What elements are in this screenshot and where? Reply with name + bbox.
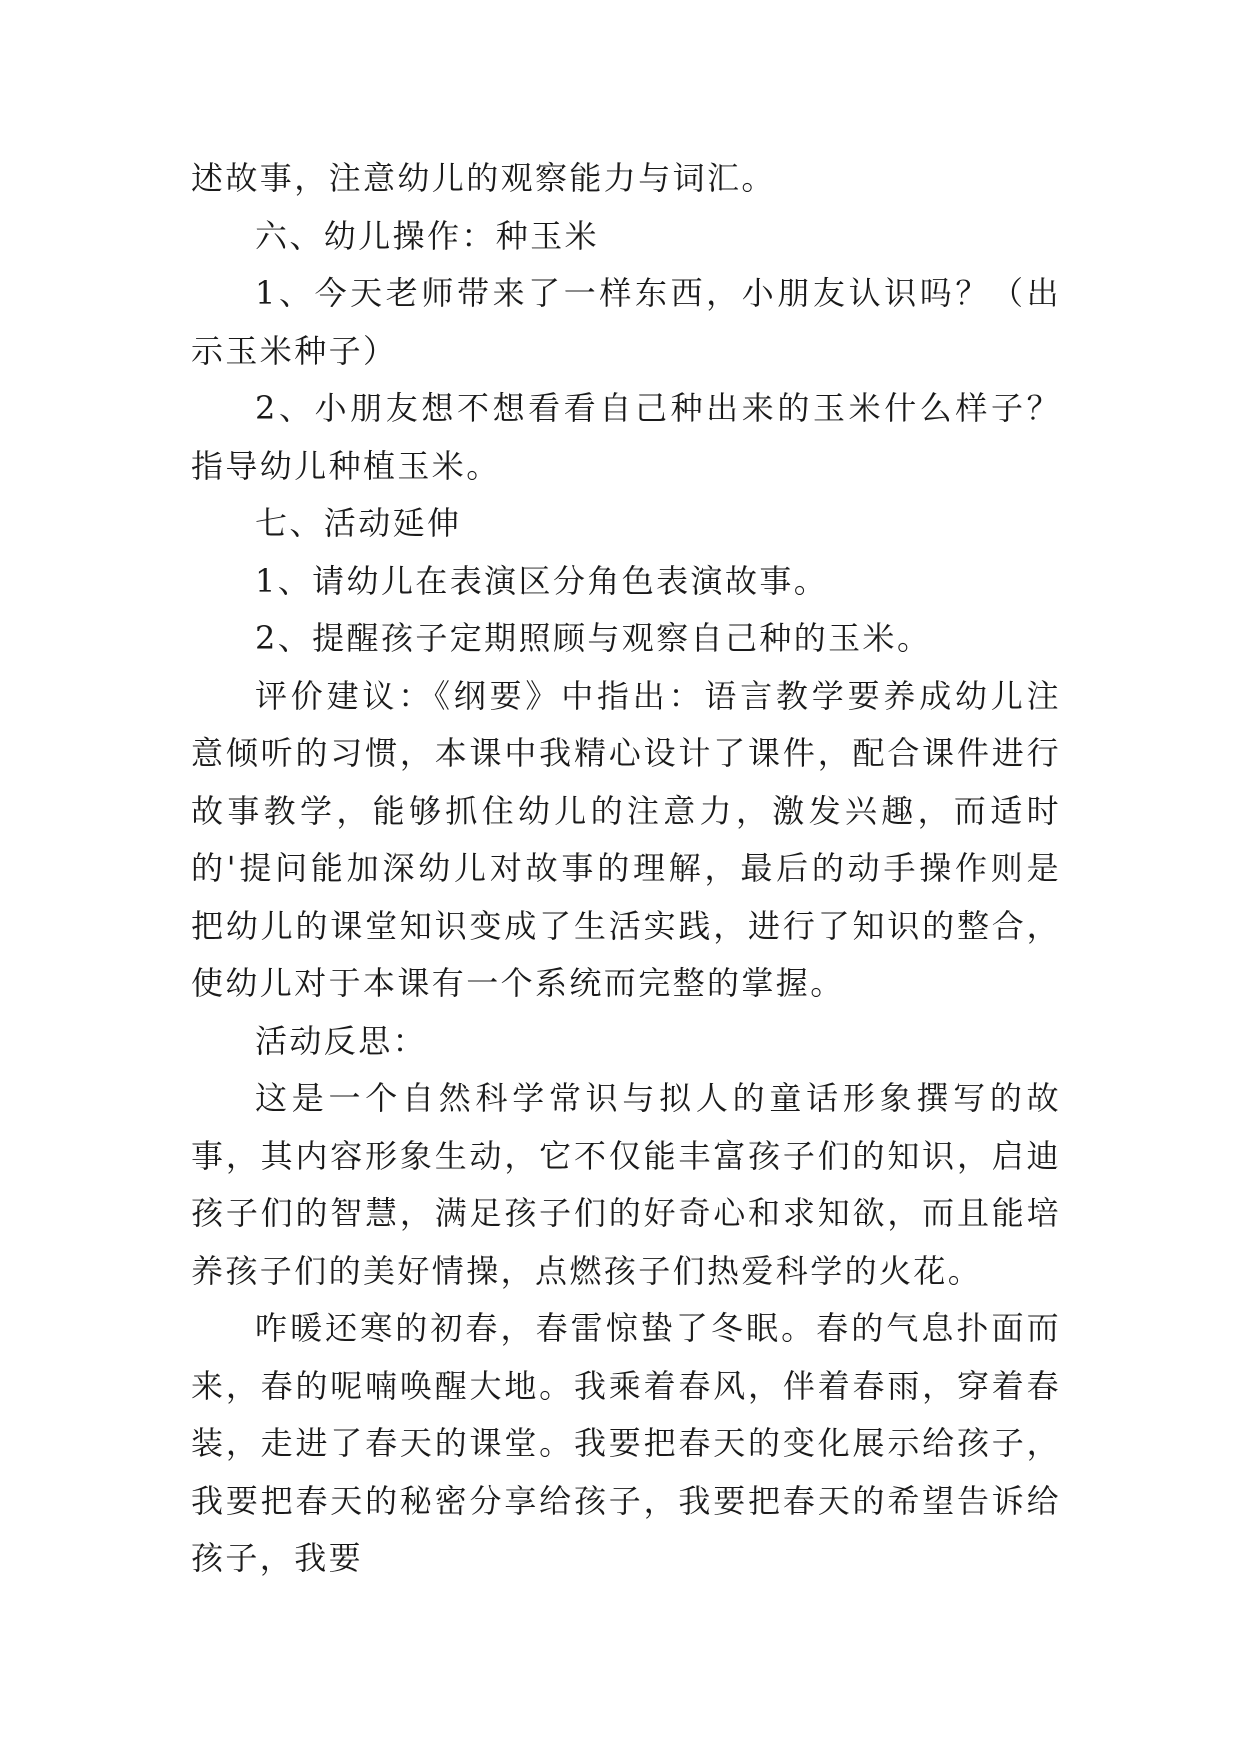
paragraph-extension-1: 1、请幼儿在表演区分角色表演故事。: [255, 561, 829, 600]
paragraph-evaluation: 评价建议：《纲要》中指出：语言教学要养成幼儿注意倾听的习惯，本课中我精心设计了课件，配合课件进行故事教学，能够抓住幼儿的注意力，激发兴趣，而适时的'提问能加深幼儿对故事的理解，最后的动手操作则是把幼儿的课堂知识变成了生活实践，进行了知识的整合，使幼儿对于本课有一个系统而完整的掌握。: [191, 676, 1061, 1002]
paragraph-step-1: 1、今天老师带来了一样东西，小朋友认识吗？（出示玉米种子）: [191, 274, 1061, 370]
section-heading-reflection: 活动反思：: [255, 1021, 428, 1060]
paragraph-extension-2: 2、提醒孩子定期照顾与观察自己种的玉米。: [255, 619, 932, 657]
document-body: [191, 150, 1061, 1588]
paragraph-spring: 咋暖还寒的初春，春雷惊蛰了冬眠。春的气息扑面而来，春的呢喃唤醒大地。我乘着春风，伴着春雨，穿着春装，走进了春天的课堂。我要把春天的变化展示给孩子，我要把春天的秘密分享给孩子，我要把春天的希望告诉给孩子，我要: [191, 1309, 1061, 1577]
paragraph-step-2: 2、小朋友想不想看看自己种出来的玉米什么样子？指导幼儿种植玉米。: [191, 389, 1061, 485]
paragraph-reflection: 这是一个自然科学常识与拟人的童话形象撰写的故事，其内容形象生动，它不仅能丰富孩子们的知识，启迪孩子们的智慧，满足孩子们的好奇心和求知欲，而且能培养孩子们的美好情操，点燃孩子们热爱科学的火花。: [191, 1079, 1061, 1290]
section-heading-operation: 六、幼儿操作：种玉米: [255, 216, 600, 255]
paragraph-continuation: 述故事，注意幼儿的观察能力与词汇。: [191, 159, 776, 197]
section-heading-extension: 七、活动延伸: [255, 504, 462, 542]
